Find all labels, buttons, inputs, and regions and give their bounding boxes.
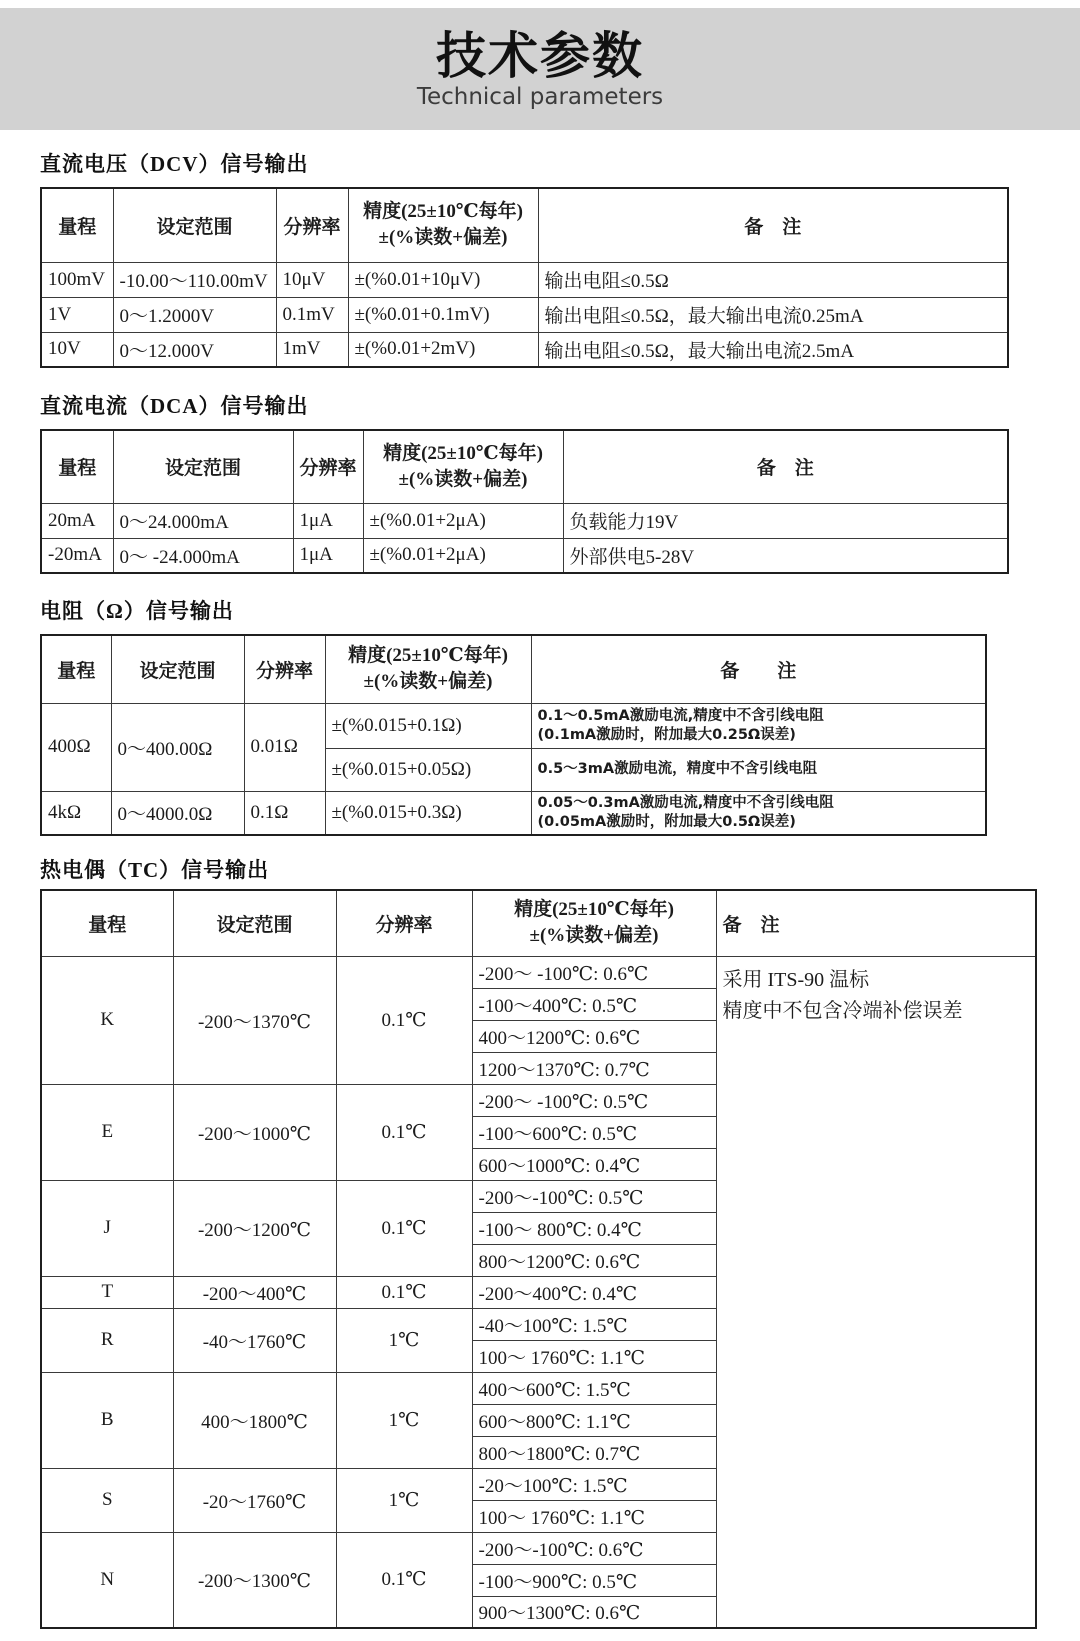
table-header-row xyxy=(41,635,986,703)
table-row xyxy=(41,791,986,835)
section-title-tc: 热电偶（TC）信号输出 xyxy=(40,858,270,882)
cell-set-range: -200～1000℃ xyxy=(173,1084,336,1180)
cell-accuracy: -200～ -100℃: 0.6℃ xyxy=(472,956,716,988)
cell-type: N xyxy=(41,1532,173,1628)
cell-set-range: 0～4000.0Ω xyxy=(111,791,244,835)
cell-accuracy: 600～800℃: 1.1℃ xyxy=(472,1404,716,1436)
header-set-range: 设定范围 xyxy=(113,430,293,503)
dca-table xyxy=(40,429,1009,574)
header-accuracy: 精度(25±10℃每年) ±(%读数+偏差) xyxy=(472,890,716,956)
cell-accuracy: ±(%0.01+2μA) xyxy=(363,538,563,573)
header-remark: 备 注 xyxy=(563,430,1008,503)
cell-resolution: 10μV xyxy=(276,262,348,297)
cell-accuracy: -200～ -100℃: 0.5℃ xyxy=(472,1084,716,1116)
header-accuracy: 精度(25±10℃每年) ±(%读数+偏差) xyxy=(325,635,531,703)
section-title-dcv: 直流电压（DCV）信号输出 xyxy=(40,152,309,176)
cell-accuracy: -100～900℃: 0.5℃ xyxy=(472,1564,716,1596)
cell-type: T xyxy=(41,1276,173,1308)
cell-remark: 0.5～3mA激励电流，精度中不含引线电阻 xyxy=(531,748,986,791)
table-header-row xyxy=(41,430,1008,503)
header-resolution: 分辨率 xyxy=(293,430,363,503)
cell-set-range: -200～1200℃ xyxy=(173,1180,336,1276)
cell-set-range: -200～1370℃ xyxy=(173,956,336,1084)
cell-accuracy: -200～-100℃: 0.6℃ xyxy=(472,1532,716,1564)
cell-set-range: 400～1800℃ xyxy=(173,1372,336,1468)
cell-resolution: 1μA xyxy=(293,538,363,573)
cell-range: 4kΩ xyxy=(41,791,111,835)
header-set-range: 设定范围 xyxy=(173,890,336,956)
page-title: 技术参数 xyxy=(436,26,644,85)
table-row xyxy=(41,332,1008,367)
cell-remark: 外部供电5-28V xyxy=(563,538,1008,573)
cell-range: -20mA xyxy=(41,538,113,573)
cell-accuracy: 800～1800℃: 0.7℃ xyxy=(472,1436,716,1468)
cell-set-range: -10.00～110.00mV xyxy=(113,262,276,297)
cell-range: 1V xyxy=(41,297,113,332)
dcv-table xyxy=(40,187,1009,368)
cell-accuracy: 400～600℃: 1.5℃ xyxy=(472,1372,716,1404)
cell-set-range: 0～1.2000V xyxy=(113,297,276,332)
header-set-range: 设定范围 xyxy=(111,635,244,703)
page-banner xyxy=(0,8,1080,130)
section-title-dca: 直流电流（DCA）信号输出 xyxy=(40,394,309,418)
header-accuracy: 精度(25±10℃每年) ±(%读数+偏差) xyxy=(363,430,563,503)
cell-set-range: -40～1760℃ xyxy=(173,1308,336,1372)
table-row xyxy=(41,956,1036,988)
cell-set-range: -200～1300℃ xyxy=(173,1532,336,1628)
cell-set-range: -200～400℃ xyxy=(173,1276,336,1308)
cell-resolution: 1℃ xyxy=(336,1468,472,1532)
cell-range: 20mA xyxy=(41,503,113,538)
header-range: 量程 xyxy=(41,188,113,262)
cell-type: B xyxy=(41,1372,173,1468)
cell-accuracy: -20～100℃: 1.5℃ xyxy=(472,1468,716,1500)
cell-set-range: 0～ -24.000mA xyxy=(113,538,293,573)
cell-range: 400Ω xyxy=(41,703,111,791)
header-remark: 备 注 xyxy=(531,635,986,703)
cell-accuracy: -200～-100℃: 0.5℃ xyxy=(472,1180,716,1212)
cell-set-range: 0～12.000V xyxy=(113,332,276,367)
cell-accuracy: 400～1200℃: 0.6℃ xyxy=(472,1020,716,1052)
cell-accuracy: ±(%0.015+0.1Ω) xyxy=(325,703,531,748)
table-row xyxy=(41,503,1008,538)
cell-accuracy: -200～400℃: 0.4℃ xyxy=(472,1276,716,1308)
cell-type: J xyxy=(41,1180,173,1276)
cell-resolution: 0.1℃ xyxy=(336,956,472,1084)
cell-accuracy: ±(%0.015+0.05Ω) xyxy=(325,748,531,791)
cell-resolution: 0.1℃ xyxy=(336,1180,472,1276)
header-range: 量程 xyxy=(41,890,173,956)
cell-accuracy: 100～ 1760℃: 1.1℃ xyxy=(472,1340,716,1372)
cell-accuracy: ±(%0.01+2mV) xyxy=(348,332,538,367)
cell-accuracy: 900～1300℃: 0.6℃ xyxy=(472,1596,716,1628)
table-header-row xyxy=(41,188,1008,262)
cell-range: 100mV xyxy=(41,262,113,297)
cell-accuracy: ±(%0.01+0.1mV) xyxy=(348,297,538,332)
cell-accuracy: -100～ 800℃: 0.4℃ xyxy=(472,1212,716,1244)
cell-resolution: 1μA xyxy=(293,503,363,538)
cell-remark: 0.1～0.5mA激励电流,精度中不含引线电阻 (0.1mA激励时，附加最大0.25Ω误差) xyxy=(531,703,986,748)
cell-resolution: 0.01Ω xyxy=(244,703,325,791)
cell-resolution: 0.1℃ xyxy=(336,1532,472,1628)
cell-resolution: 1mV xyxy=(276,332,348,367)
table-row xyxy=(41,297,1008,332)
header-range: 量程 xyxy=(41,635,111,703)
cell-remark: 0.05～0.3mA激励电流,精度中不含引线电阻 (0.05mA激励时，附加最大0.5Ω误差) xyxy=(531,791,986,835)
page-subtitle: Technical parameters xyxy=(416,83,664,110)
cell-accuracy: ±(%0.01+10μV) xyxy=(348,262,538,297)
cell-resolution: 0.1Ω xyxy=(244,791,325,835)
cell-remark: 负载能力19V xyxy=(563,503,1008,538)
header-resolution: 分辨率 xyxy=(276,188,348,262)
cell-remark: 输出电阻≤0.5Ω，最大输出电流2.5mA xyxy=(538,332,1008,367)
header-resolution: 分辨率 xyxy=(336,890,472,956)
resistance-table xyxy=(40,634,987,836)
cell-accuracy: -100～600℃: 0.5℃ xyxy=(472,1116,716,1148)
cell-remark: 输出电阻≤0.5Ω，最大输出电流0.25mA xyxy=(538,297,1008,332)
cell-accuracy: ±(%0.01+2μA) xyxy=(363,503,563,538)
cell-type: E xyxy=(41,1084,173,1180)
cell-type: R xyxy=(41,1308,173,1372)
cell-set-range: -20～1760℃ xyxy=(173,1468,336,1532)
cell-range: 10V xyxy=(41,332,113,367)
tc-table xyxy=(40,889,1037,1629)
cell-accuracy: -40～100℃: 1.5℃ xyxy=(472,1308,716,1340)
table-row xyxy=(41,538,1008,573)
cell-type: K xyxy=(41,956,173,1084)
cell-resolution: 1℃ xyxy=(336,1372,472,1468)
table-header-row xyxy=(41,890,1036,956)
header-resolution: 分辨率 xyxy=(244,635,325,703)
table-row xyxy=(41,703,986,748)
cell-accuracy: -100～400℃: 0.5℃ xyxy=(472,988,716,1020)
header-set-range: 设定范围 xyxy=(113,188,276,262)
cell-accuracy: 100～ 1760℃: 1.1℃ xyxy=(472,1500,716,1532)
cell-accuracy: 1200～1370℃: 0.7℃ xyxy=(472,1052,716,1084)
header-remark: 备 注 xyxy=(716,890,1036,956)
cell-remark: 采用 ITS-90 温标 精度中不包含冷端补偿误差 xyxy=(716,956,1036,1628)
cell-resolution: 1℃ xyxy=(336,1308,472,1372)
cell-resolution: 0.1℃ xyxy=(336,1276,472,1308)
cell-set-range: 0～400.00Ω xyxy=(111,703,244,791)
cell-type: S xyxy=(41,1468,173,1532)
cell-set-range: 0～24.000mA xyxy=(113,503,293,538)
header-range: 量程 xyxy=(41,430,113,503)
cell-resolution: 0.1℃ xyxy=(336,1084,472,1180)
cell-accuracy: 600～1000℃: 0.4℃ xyxy=(472,1148,716,1180)
section-title-resistance: 电阻（Ω）信号输出 xyxy=(40,599,234,623)
header-accuracy: 精度(25±10℃每年) ±(%读数+偏差) xyxy=(348,188,538,262)
cell-remark: 输出电阻≤0.5Ω xyxy=(538,262,1008,297)
cell-resolution: 0.1mV xyxy=(276,297,348,332)
table-row xyxy=(41,262,1008,297)
cell-accuracy: ±(%0.015+0.3Ω) xyxy=(325,791,531,835)
header-remark: 备 注 xyxy=(538,188,1008,262)
cell-accuracy: 800～1200℃: 0.6℃ xyxy=(472,1244,716,1276)
